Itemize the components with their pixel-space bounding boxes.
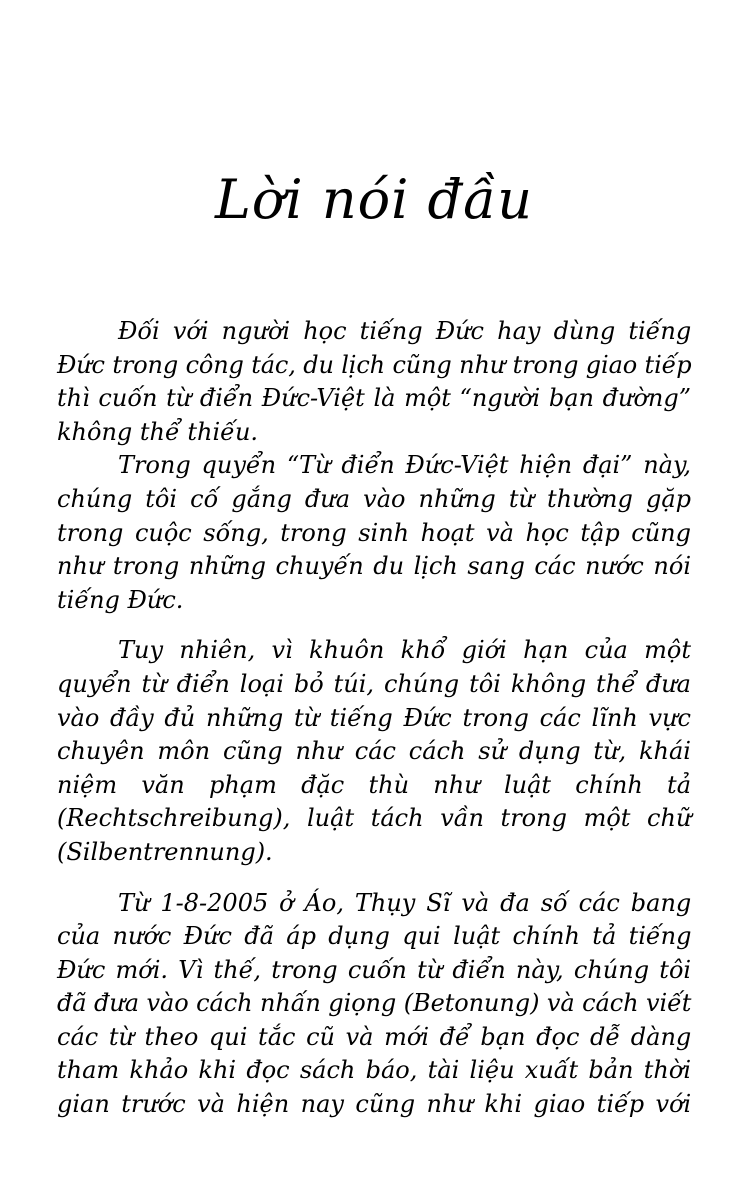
text-line: gian trước và hiện nay cũng như khi giao tiếp với <box>57 1090 692 1119</box>
text-line: Tuy nhiên, vì khuôn khổ giới hạn của một <box>118 636 691 665</box>
paragraph-2 <box>57 449 691 617</box>
paragraph-3 <box>57 634 691 869</box>
text-line: không thể thiếu. <box>57 417 259 446</box>
text-line: như trong những chuyến du lịch sang các nước nói <box>57 552 691 581</box>
text-line: chúng tôi cố gắng đưa vào những từ thường gặp <box>57 484 691 513</box>
text-line: đã đưa vào cách nhấn giọng (Betonung) và cách viết <box>57 989 692 1018</box>
text-line: chuyên môn cũng như các cách sử dụng từ, khái <box>57 737 691 766</box>
text-line: (Rechtschreibung), luật tách vần trong một chữ <box>57 804 692 833</box>
text-line: thì cuốn từ điển Đức-Việt là một “người bạn đường” <box>57 384 691 413</box>
text-line: tham khảo khi đọc sách báo, tài liệu xuất bản thời <box>57 1056 691 1085</box>
text-line: niệm văn phạm đặc thù như luật chính tả <box>57 770 691 799</box>
text-line: Trong quyển “Từ điển Đức-Việt hiện đại” này, <box>118 451 691 480</box>
paragraph-1 <box>57 315 691 449</box>
text-line: Đức trong công tác, du lịch cũng như trong giao tiếp <box>57 350 692 379</box>
text-line: Đối với người học tiếng Đức hay dùng tiếng <box>118 317 692 345</box>
text-line: các từ theo qui tắc cũ và mới để bạn đọc dễ dàng <box>57 1022 692 1051</box>
text-line: Từ 1-8-2005 ở Áo, Thụy Sĩ và đa số các bang <box>118 888 692 917</box>
text-line: của nước Đức đã áp dụng qui luật chính tả tiếng <box>57 922 692 951</box>
text-line: quyển từ điển loại bỏ túi, chúng tôi không thể đưa <box>57 669 691 698</box>
text-line: (Silbentrennung). <box>57 837 273 866</box>
text-line: vào đầy đủ những từ tiếng Đức trong các lĩnh vực <box>57 703 691 732</box>
page-title: Lời nói đầu <box>215 168 533 231</box>
body-text <box>57 315 691 1122</box>
text-line: Đức mới. Vì thế, trong cuốn từ điển này, chúng tôi <box>57 955 692 984</box>
paragraph-4 <box>57 887 691 1122</box>
text-line: tiếng Đức. <box>57 585 184 614</box>
text-line: trong cuộc sống, trong sinh hoạt và học tập cũng <box>57 518 691 547</box>
